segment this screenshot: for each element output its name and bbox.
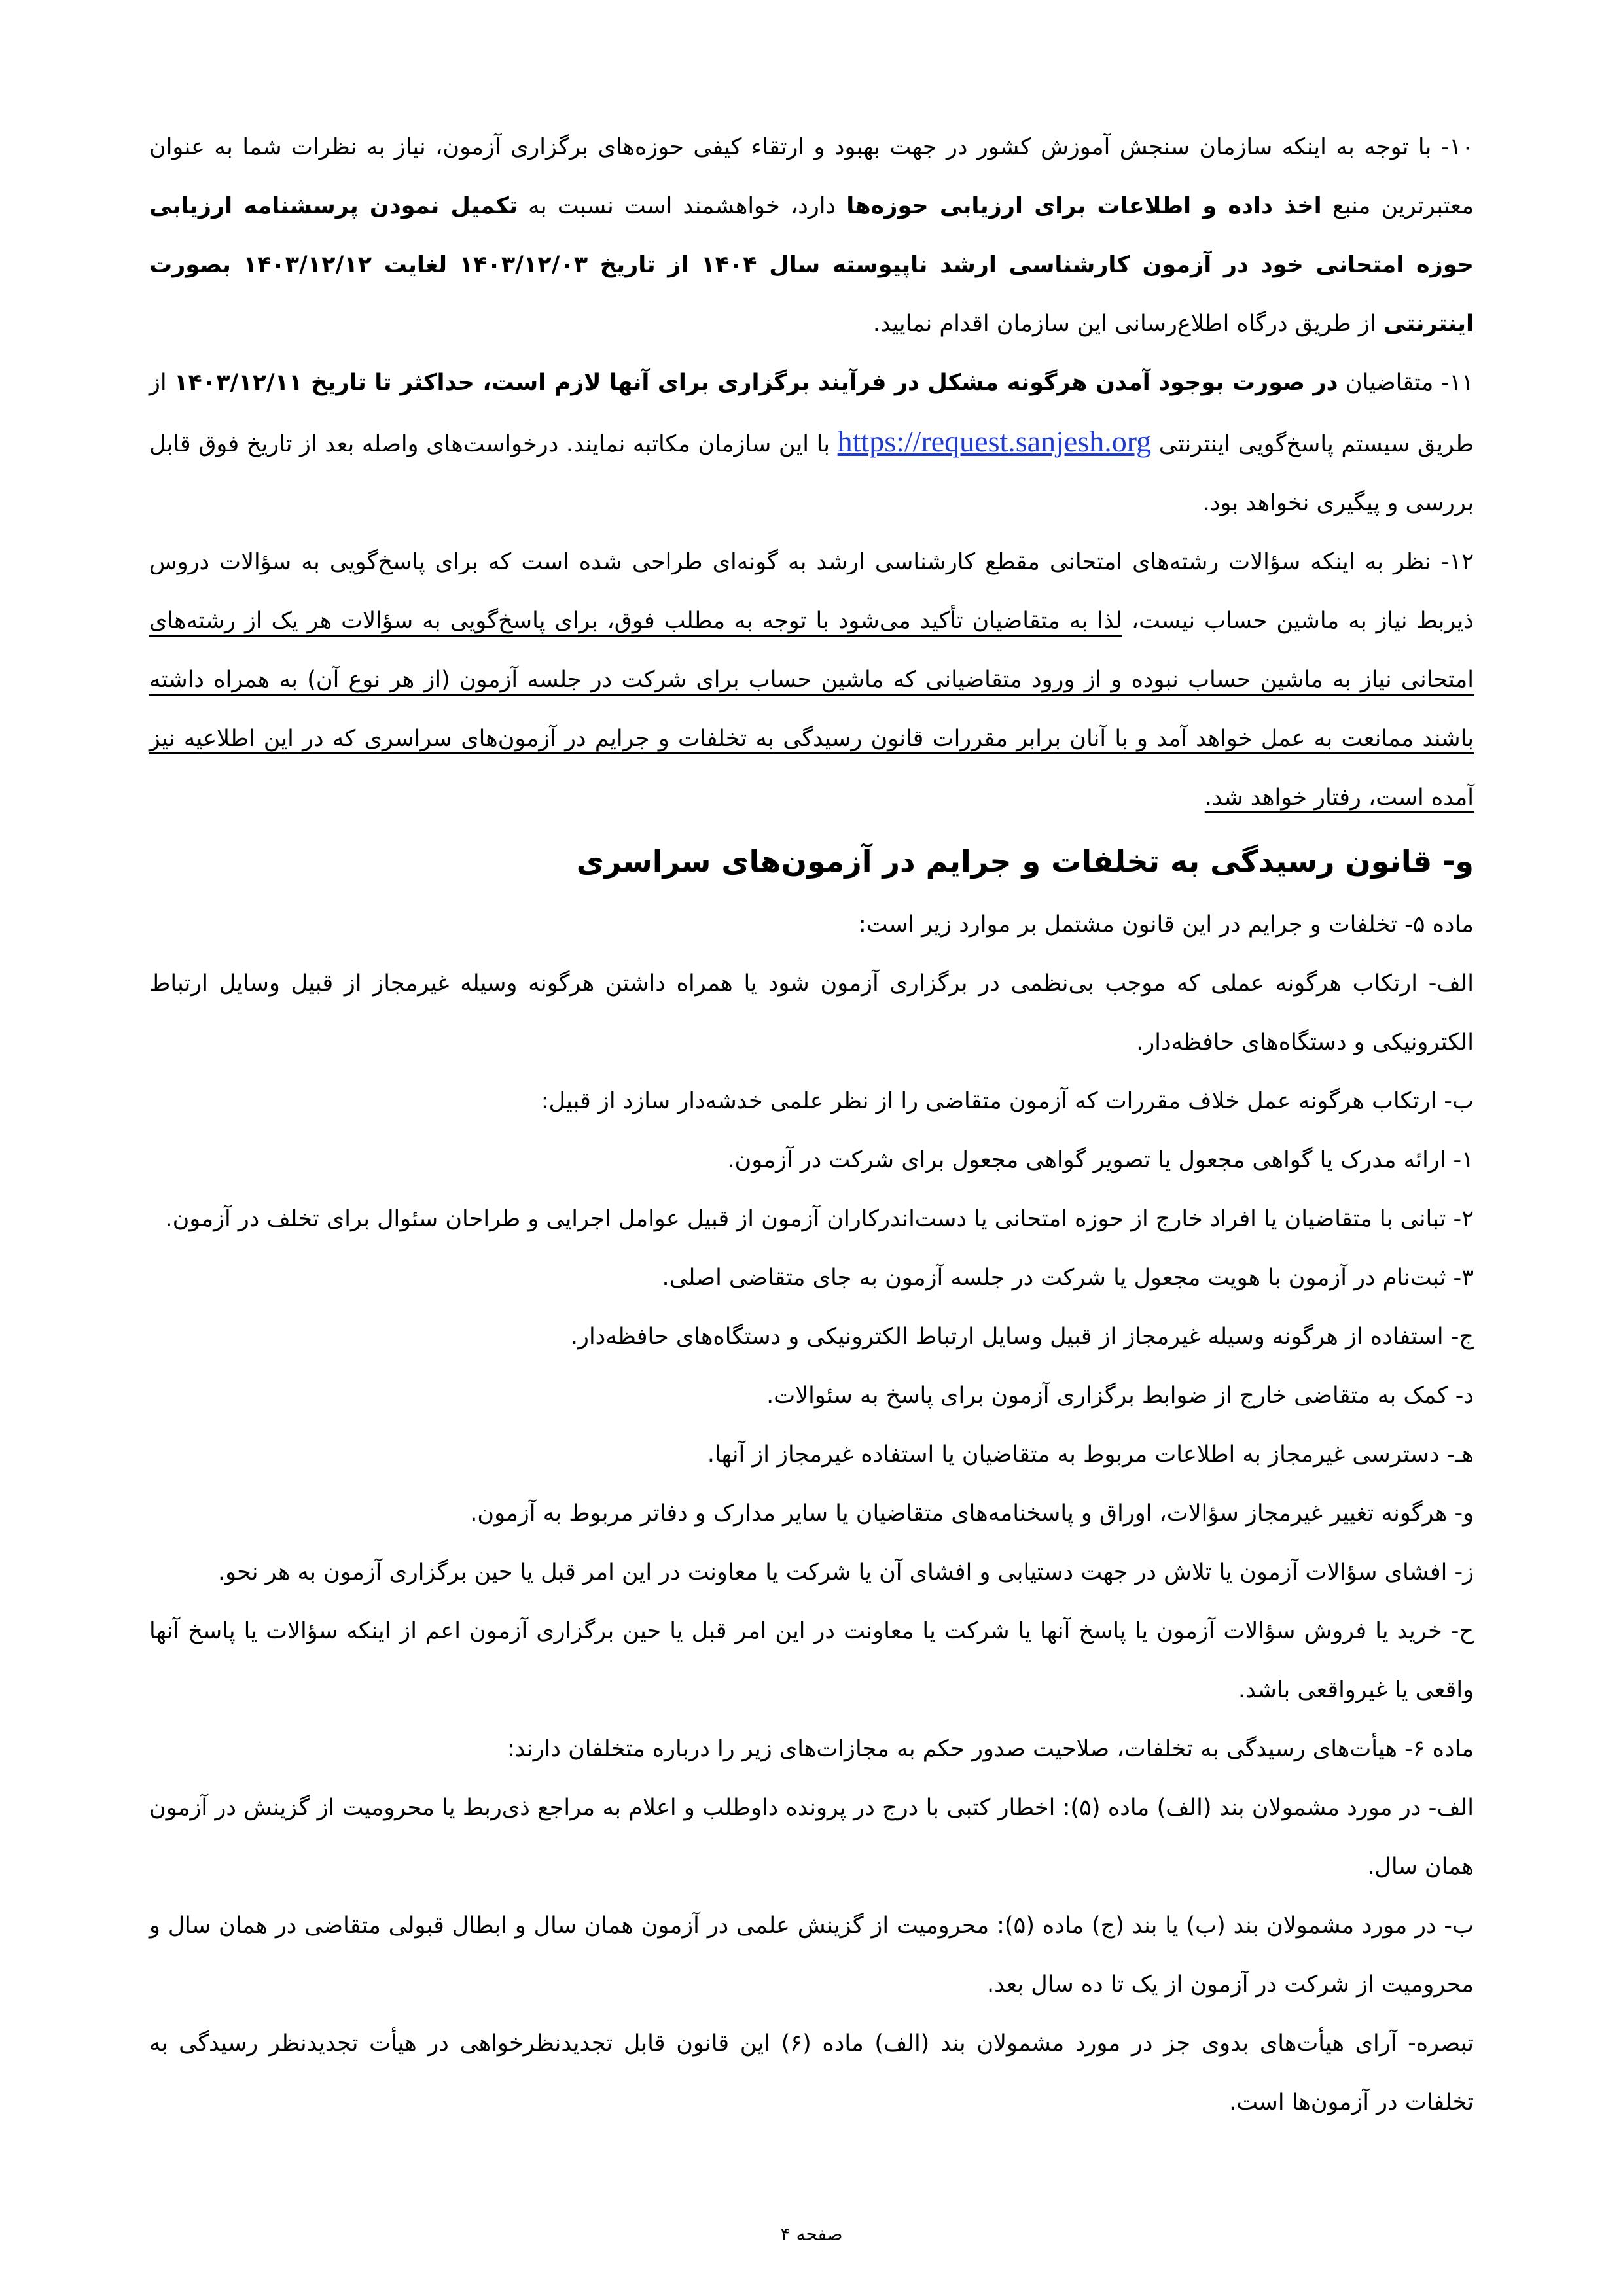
para10-text-3: از طریق درگاه اطلاع‌رسانی این سازمان اقدام نمایید.: [872, 311, 1383, 337]
paragraph-11: [149, 353, 1474, 533]
para11-text-2: از طریق سیستم پاسخ‌گویی اینترنتی: [149, 370, 1474, 457]
law-item: الف- ارتکاب هرگونه عملی که موجب بی‌نظمی در برگزاری آزمون شود یا همراه داشتن هرگونه وسیله غیرمجاز از قبیل وسایل ارتباط الکترونیکی و دستگاه‌های حافظه‌دار.: [149, 970, 1474, 1055]
law-item: ۲- تبانی با متقاضیان یا افراد خارج از حوزه امتحانی یا دست‌اندرکاران آزمون از قبیل عوامل اجرایی و طراحان سئوال برای تخلف در آزمون.: [165, 1206, 1474, 1232]
law-item: ج- استفاده از هرگونه وسیله غیرمجاز از قبیل وسایل ارتباط الکترونیکی و دستگاه‌های حافظه‌دار.: [570, 1324, 1474, 1350]
law-item: ۳- ثبت‌نام در آزمون با هویت مجعول یا شرکت در جلسه آزمون به جای متقاضی اصلی.: [662, 1265, 1474, 1291]
para12-text: ۱۲- نظر به اینکه سؤالات رشته‌های امتحانی مقطع کارشناسی ارشد به گونه‌ای طراحی شده است که برای پاسخ‌گویی به سؤالات دروس ذیربط نیاز به ماشین حساب نیست،: [149, 549, 1474, 634]
request-site-link[interactable]: https://request.sanjesh.org: [837, 425, 1152, 458]
law-item: ماده ۶- هیأت‌های رسیدگی به تخلفات، صلاحیت صدور حکم به مجازات‌های زیر را درباره متخلفان دارند:: [507, 1736, 1474, 1762]
para10-bold-data: اخذ داده و اطلاعات برای ارزیابی حوزه‌ها: [846, 193, 1322, 219]
para12-underlined-warning: لذا به متقاضیان تأکید می‌شود با توجه به مطلب فوق، برای پاسخ‌گویی به سؤالات هر یک از رشته‌های امتحانی نیاز به ماشین حساب نبوده و از ورود متقاضیانی که ماشین حساب برای شرکت در جلسه آزمون (از هر نوع آن) به همراه داشته باشند ممانعت به عمل خواهد آمد و با آنان برابر مقررات قانون رسیدگی به تخلفات و جرایم در آزمون‌های سراسری که در این اطلاعیه نیز آمده است، رفتار خواهد شد.: [149, 608, 1474, 811]
para11-bold-deadline: در صورت بوجود آمدن هرگونه مشکل در فرآیند برگزاری برای آنها لازم است، حداکثر تا تاریخ ۱۴۰۳/۱۲/۱۱: [174, 370, 1338, 396]
section-heading: و- قانون رسیدگی به تخلفات و جرایم در آزمون‌های سراسری: [576, 843, 1474, 879]
law-item: ب- در مورد مشمولان بند (ب) یا بند (ج) ماده (۵): محرومیت از گزینش علمی در آزمون همان سال و ابطال قبولی متقاضی در همان سال و محرومیت از شرکت در آزمون از یک تا ده سال بعد.: [149, 1913, 1474, 1998]
law-item: ب- ارتکاب هرگونه عمل خلاف مقررات که آزمون متقاضی را از نظر علمی خدشه‌دار سازد از قبیل:: [541, 1088, 1474, 1114]
law-item: ز- افشای سؤالات آزمون یا تلاش در جهت دستیابی و افشای آن یا شرکت یا معاونت در این امر قبل یا حین برگزاری آزمون به هر نحو.: [217, 1559, 1474, 1585]
law-item: ۱- ارائه مدرک یا گواهی مجعول یا تصویر گواهی مجعول برای شرکت در آزمون.: [727, 1147, 1474, 1173]
paragraph-10: [149, 118, 1474, 353]
law-item: تبصره- آرای هیأت‌های بدوی جز در مورد مشمولان بند (الف) ماده (۶) این قانون قابل تجدیدنظرخواهی در هیأت تجدیدنظر رسیدگی به تخلفات در آزمون‌ها است.: [149, 2030, 1474, 2115]
page-number: صفحه ۴: [780, 2223, 843, 2245]
law-item: ح- خرید یا فروش سؤالات آزمون یا پاسخ آنها یا شرکت یا معاونت در این امر قبل یا حین برگزاری آزمون اعم از اینکه سؤالات یا پاسخ آنها واقعی یا غیرواقعی باشد.: [149, 1618, 1474, 1703]
para10-bold-survey: تکمیل نمودن پرسشنامه ارزیابی حوزه امتحانی خود در آزمون کارشناسی ارشد ناپیوسته سال ۱۴۰۴ از تاریخ ۱۴۰۳/۱۲/۰۳ لغایت ۱۴۰۳/۱۲/۱۲ بصورت اینترنتی: [149, 193, 1474, 337]
law-item: ماده ۵- تخلفات و جرایم در این قانون مشتمل بر موارد زیر است:: [858, 911, 1474, 938]
para10-text-2: دارد، خواهشمند است نسبت به: [517, 193, 847, 219]
law-item: هـ- دسترسی غیرمجاز به اطلاعات مربوط به متقاضیان یا استفاده غیرمجاز از آنها.: [707, 1441, 1474, 1468]
para11-text-3: با این سازمان مکاتبه نمایند. درخواست‌های واصله بعد از تاریخ فوق قابل بررسی و پیگیری نخواهد بود.: [149, 431, 1474, 516]
law-item: د- کمک به متقاضی خارج از ضوابط برگزاری آزمون برای پاسخ به سئوالات.: [766, 1383, 1474, 1409]
law-item: و- هرگونه تغییر غیرمجاز سؤالات، اوراق و پاسخنامه‌های متقاضیان یا سایر مدارک و دفاتر مربوط به آزمون.: [470, 1500, 1474, 1527]
law-item: الف- در مورد مشمولان بند (الف) ماده (۵): اخطار کتبی با درج در پرونده داوطلب و اعلام به مراجع ذی‌ربط یا محرومیت از گزینش در آزمون همان سال.: [149, 1795, 1474, 1880]
para11-text: ۱۱- متقاضیان: [1338, 370, 1474, 396]
para10-text: ۱۰- با توجه به اینکه سازمان سنجش آموزش کشور در جهت بهبود و ارتقاء کیفی حوزه‌های برگزاری آزمون، نیاز به نظرات شما به عنوان معتبرترین منبع: [149, 134, 1474, 219]
paragraph-12: [149, 533, 1474, 827]
